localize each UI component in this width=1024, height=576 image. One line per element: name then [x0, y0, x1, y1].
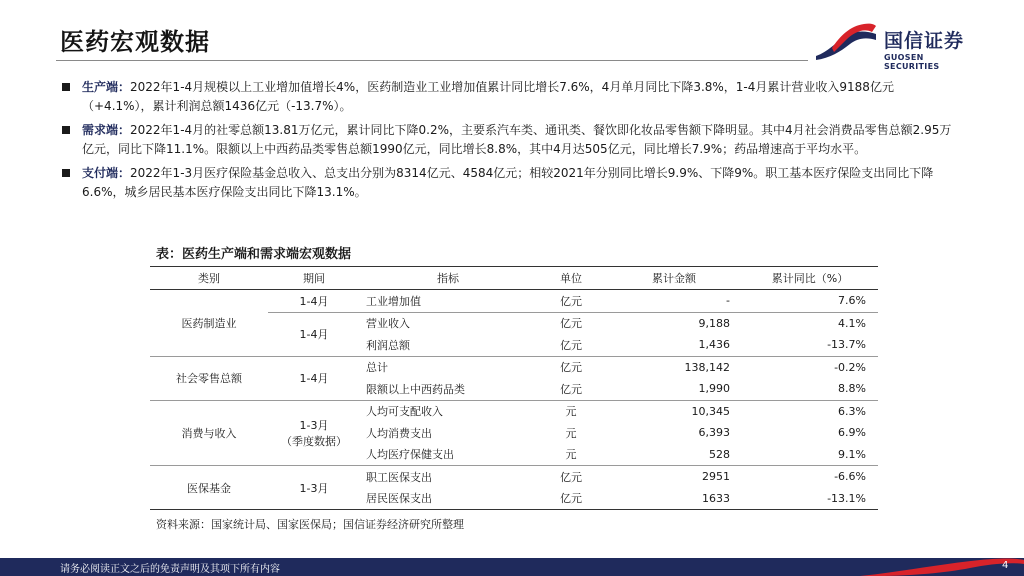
unit-cell: 亿元: [560, 317, 582, 331]
bullet-list: [60, 78, 960, 207]
bullet-square-icon: [62, 169, 70, 177]
period-cell: 1-3月: [268, 466, 360, 510]
bullet-keyword: 支付端：: [82, 166, 131, 180]
header-unit: 单位: [536, 267, 606, 290]
table-title: 表：医药生产端和需求端宏观数据: [150, 244, 878, 267]
indicator-cell: 限额以上中西药品类: [360, 378, 536, 400]
yoy-cell: 7.6%: [742, 290, 878, 313]
bullet-keyword: 需求端：: [82, 123, 131, 137]
yoy-cell: 8.8%: [742, 378, 878, 400]
header-yoy: 累计同比（%）: [742, 267, 878, 290]
table-row: [150, 356, 878, 378]
amount-cell: 2951: [702, 470, 730, 484]
macro-data-table: [150, 267, 878, 510]
header-amount: 累计金额: [606, 267, 742, 290]
table-source-note: 资料来源：国家统计局、国家医保局；国信证券经济研究所整理: [156, 518, 464, 531]
category-cell: 医保基金: [150, 466, 268, 510]
period-cell: 1-4月: [268, 290, 360, 313]
amount-cell: 1,990: [606, 378, 742, 400]
bullet-demand: [60, 121, 960, 159]
yoy-cell: -0.2%: [834, 360, 866, 374]
amount-cell: 1633: [606, 488, 742, 510]
period-cell: 1-4月: [268, 356, 360, 400]
yoy-cell: -13.7%: [742, 334, 878, 356]
header-category: 类别: [150, 267, 268, 290]
unit-cell: 元: [536, 444, 606, 466]
amount-cell: 528: [606, 444, 742, 466]
bullet-square-icon: [62, 126, 70, 134]
bullet-production: [60, 78, 960, 116]
period-label: 1-3月: [299, 418, 329, 432]
logo-mark-icon: [814, 22, 878, 62]
unit-cell: 亿元: [536, 378, 606, 400]
indicator-cell: 总计: [366, 361, 388, 375]
header-period: 期间: [268, 267, 360, 290]
amount-cell: 10,345: [691, 404, 730, 418]
indicator-cell: 营业收入: [366, 317, 410, 331]
yoy-cell: -6.6%: [834, 470, 866, 484]
yoy-cell: -13.1%: [742, 488, 878, 510]
yoy-cell: 6.9%: [838, 426, 866, 440]
period-cell: 1-4月: [268, 312, 360, 356]
unit-cell: 亿元: [536, 334, 606, 356]
amount-cell: 6,393: [698, 426, 730, 440]
yoy-cell: 9.1%: [742, 444, 878, 466]
period-note: （季度数据）: [281, 434, 347, 448]
table-row: [150, 290, 878, 313]
bullet-square-icon: [62, 83, 70, 91]
header-indicator: 指标: [360, 267, 536, 290]
unit-cell: 亿元: [560, 361, 582, 375]
table-row: [150, 466, 878, 488]
indicator-cell: 人均可支配收入: [366, 405, 443, 419]
amount-cell: -: [606, 290, 742, 313]
page-number: 4: [1002, 560, 1009, 571]
title-divider: [56, 60, 808, 61]
bullet-text: 2022年1-4月规模以上工业增加值增长4%，医药制造业工业增加值累计同比增长7.6%，4月单月同比下降3.8%，1-4月累计营业收入9188亿元（+4.1%），累计利润总额1436亿元（-13.7%）。: [82, 80, 894, 113]
indicator-cell: 利润总额: [360, 334, 536, 356]
yoy-cell: 6.3%: [838, 404, 866, 418]
indicator-cell: 职工医保支出: [366, 470, 432, 484]
unit-cell: 元: [565, 405, 577, 419]
unit-cell: 亿元: [536, 488, 606, 510]
company-logo: [814, 22, 974, 71]
macro-data-table-section: [150, 244, 878, 532]
yoy-cell: 4.1%: [838, 316, 866, 330]
footer-accent-icon: [860, 558, 1024, 576]
period-cell: [268, 400, 360, 466]
page-title: 医药宏观数据: [60, 28, 210, 56]
footer-disclaimer: 请务必阅读正文之后的免责声明及其项下所有内容: [60, 564, 280, 575]
amount-cell: 9,188: [698, 316, 730, 330]
unit-cell: 元: [565, 426, 577, 440]
category-cell: 社会零售总额: [150, 356, 268, 400]
unit-cell: 亿元: [560, 470, 582, 484]
table-row: [150, 400, 878, 422]
bullet-text: 2022年1-3月医疗保险基金总收入、总支出分别为8314亿元、4584亿元；相较2021年分别同比增长9.9%、下降9%。职工基本医疗保险支出同比下降6.6%，城乡居民基本医疗保险支出同比下降13.1%。: [82, 166, 934, 199]
logo-english-name: GUOSEN SECURITIES: [884, 53, 940, 71]
unit-cell: 亿元: [536, 290, 606, 313]
indicator-cell: 人均医疗保健支出: [360, 444, 536, 466]
bullet-text: 2022年1-4月的社零总额13.81万亿元，累计同比下降0.2%，主要系汽车类、通讯类、餐饮即化妆品零售额下降明显。其中4月社会消费品零售总额2.95万亿元，同比下降11.1%。限额以上中西药品类零售总额1990亿元，同比增长8.8%，其中4月达505亿元，同比增长7.9%；药品增速高于平均水平。: [82, 123, 952, 156]
table-header-row: [150, 267, 878, 290]
bullet-payment: [60, 164, 960, 202]
category-cell: 消费与收入: [150, 400, 268, 466]
indicator-cell: 人均消费支出: [366, 426, 432, 440]
logo-name: 国信证券: [884, 30, 965, 52]
amount-cell: 138,142: [684, 360, 730, 374]
footer-bar: [0, 558, 1024, 576]
indicator-cell: 工业增加值: [360, 290, 536, 313]
amount-cell: 1,436: [606, 334, 742, 356]
bullet-keyword: 生产端：: [82, 80, 131, 94]
category-cell: 医药制造业: [150, 290, 268, 357]
indicator-cell: 居民医保支出: [360, 488, 536, 510]
